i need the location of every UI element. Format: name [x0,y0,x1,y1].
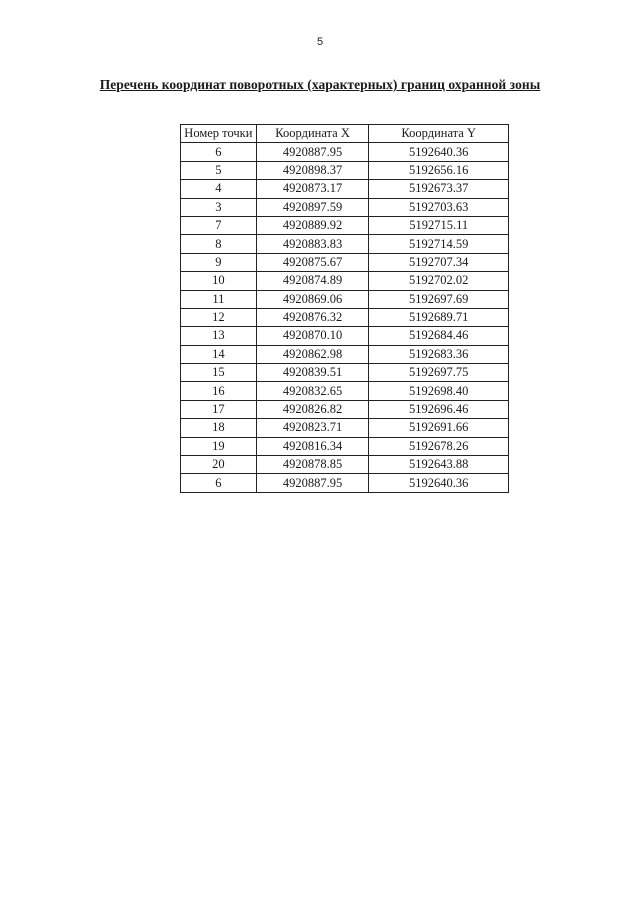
coordinate-y-cell: 5192696.46 [369,400,509,418]
table-row [181,400,509,418]
table-row [181,198,509,216]
table-row [181,253,509,271]
point-number-cell: 5 [181,161,257,179]
point-number-cell: 7 [181,216,257,234]
coordinate-x-cell: 4920876.32 [256,308,369,326]
header-point-number: Номер точки [181,125,257,143]
coordinate-y-cell: 5192703.63 [369,198,509,216]
table-row [181,456,509,474]
table-header-row [181,125,509,143]
table-body [181,143,509,492]
table-row [181,382,509,400]
table-row [181,474,509,492]
coordinate-y-cell: 5192684.46 [369,327,509,345]
coordinate-x-cell: 4920887.95 [256,143,369,161]
coordinate-y-cell: 5192643.88 [369,456,509,474]
point-number-cell: 3 [181,198,257,216]
coordinate-y-cell: 5192640.36 [369,474,509,492]
coordinate-x-cell: 4920883.83 [256,235,369,253]
coordinate-x-cell: 4920898.37 [256,161,369,179]
header-coordinate-y: Координата Y [369,125,509,143]
coordinate-x-cell: 4920869.06 [256,290,369,308]
point-number-cell: 15 [181,364,257,382]
coordinate-y-cell: 5192683.36 [369,345,509,363]
table-row [181,143,509,161]
point-number-cell: 13 [181,327,257,345]
table-row [181,235,509,253]
coordinate-y-cell: 5192640.36 [369,143,509,161]
coordinate-x-cell: 4920889.92 [256,216,369,234]
coordinate-y-cell: 5192678.26 [369,437,509,455]
point-number-cell: 10 [181,272,257,290]
table-row [181,327,509,345]
table-row [181,161,509,179]
point-number-cell: 19 [181,437,257,455]
coordinate-x-cell: 4920816.34 [256,437,369,455]
point-number-cell: 17 [181,400,257,418]
table-row [181,290,509,308]
coordinate-y-cell: 5192714.59 [369,235,509,253]
coordinate-x-cell: 4920823.71 [256,419,369,437]
point-number-cell: 14 [181,345,257,363]
coordinates-table [180,124,509,493]
coordinate-x-cell: 4920832.65 [256,382,369,400]
coordinate-y-cell: 5192689.71 [369,308,509,326]
coordinate-y-cell: 5192715.11 [369,216,509,234]
point-number-cell: 8 [181,235,257,253]
table-row [181,437,509,455]
coordinate-y-cell: 5192691.66 [369,419,509,437]
coordinate-y-cell: 5192702.02 [369,272,509,290]
table-row [181,364,509,382]
point-number-cell: 6 [181,474,257,492]
coordinate-x-cell: 4920873.17 [256,180,369,198]
coordinate-x-cell: 4920870.10 [256,327,369,345]
coordinate-x-cell: 4920878.85 [256,456,369,474]
coordinate-y-cell: 5192697.75 [369,364,509,382]
point-number-cell: 4 [181,180,257,198]
point-number-cell: 9 [181,253,257,271]
coordinate-x-cell: 4920887.95 [256,474,369,492]
coordinate-y-cell: 5192698.40 [369,382,509,400]
point-number-cell: 12 [181,308,257,326]
point-number-cell: 18 [181,419,257,437]
point-number-cell: 6 [181,143,257,161]
coordinate-y-cell: 5192656.16 [369,161,509,179]
coordinate-x-cell: 4920874.89 [256,272,369,290]
coordinate-x-cell: 4920862.98 [256,345,369,363]
table-row [181,345,509,363]
table-row [181,180,509,198]
page-number: 5 [316,36,324,48]
table-row [181,308,509,326]
coordinate-x-cell: 4920875.67 [256,253,369,271]
coordinate-y-cell: 5192697.69 [369,290,509,308]
coordinate-y-cell: 5192673.37 [369,180,509,198]
table-row [181,272,509,290]
coordinate-x-cell: 4920897.59 [256,198,369,216]
point-number-cell: 20 [181,456,257,474]
point-number-cell: 11 [181,290,257,308]
table-row [181,419,509,437]
header-coordinate-x: Координата X [256,125,369,143]
coordinate-y-cell: 5192707.34 [369,253,509,271]
document-title: Перечень координат поворотных (характерных) границ охранной зоны [99,77,541,92]
coordinate-x-cell: 4920826.82 [256,400,369,418]
coordinate-x-cell: 4920839.51 [256,364,369,382]
table-row [181,216,509,234]
point-number-cell: 16 [181,382,257,400]
